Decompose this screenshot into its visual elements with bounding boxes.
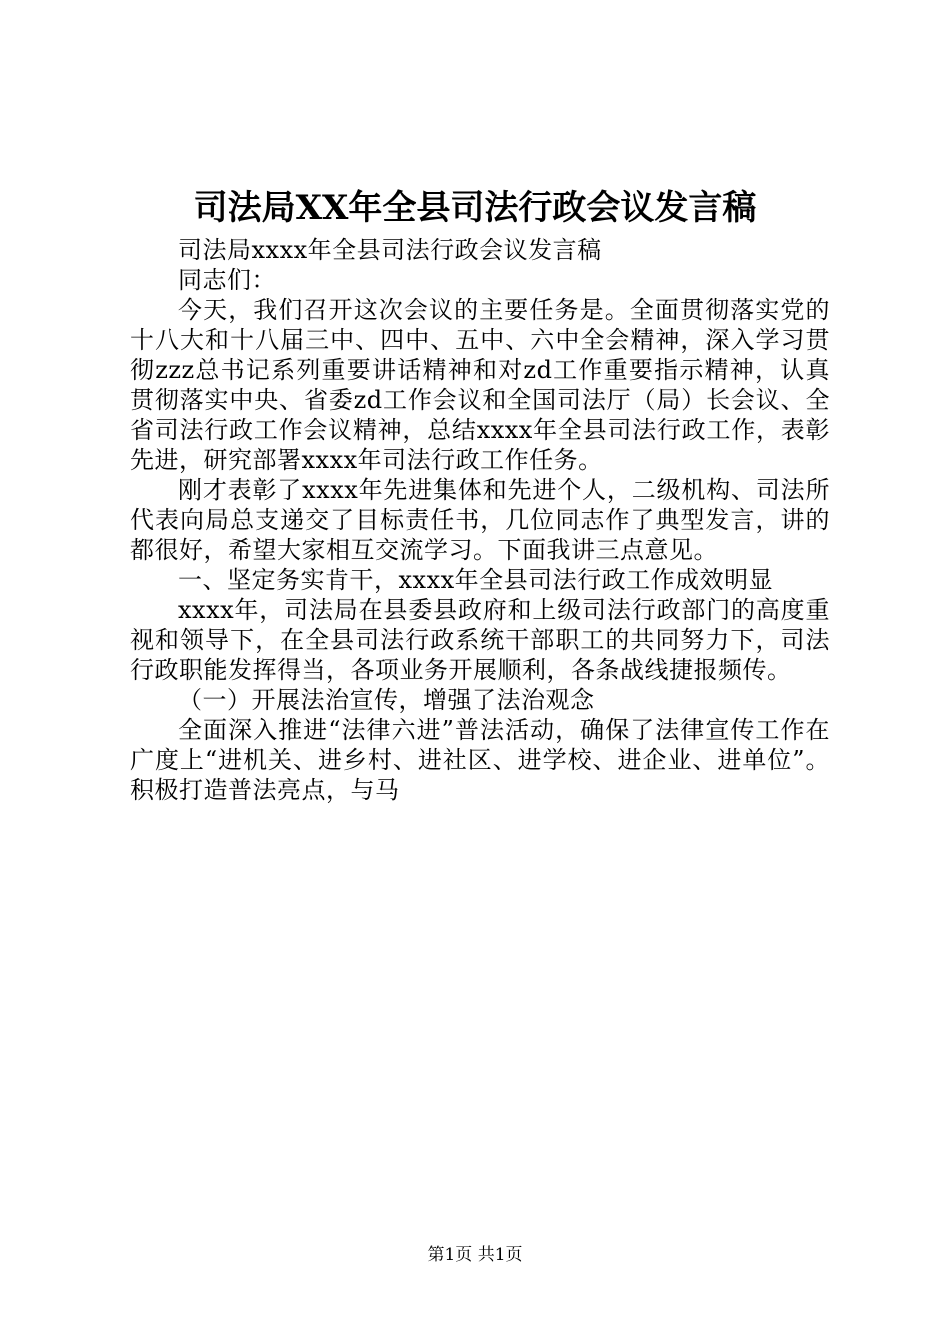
document-body xyxy=(130,235,830,805)
body-paragraph: 全面深入推进“法律六进”普法活动，确保了法律宣传工作在广度上“进机关、进乡村、进社区、进学校、进企业、进单位”。积极打造普法亮点，与马 xyxy=(130,716,830,804)
subsection-heading: （一）开展法治宣传，增强了法治观念 xyxy=(178,686,595,714)
salutation-paragraph: 同志们： xyxy=(178,266,276,294)
body-paragraph: 刚才表彰了xxxx年先进集体和先进个人，二级机构、司法所代表向局总支递交了目标责任书，几位同志作了典型发言，讲的都很好，希望大家相互交流学习。下面我讲三点意见。 xyxy=(130,476,830,564)
body-paragraph: xxxx年，司法局在县委县政府和上级司法行政部门的高度重视和领导下，在全县司法行政系统干部职工的共同努力下，司法行政职能发挥得当，各项业务开展顺利，各条战线捷报频传。 xyxy=(130,596,830,684)
page-footer: 第1页 共1页 xyxy=(427,1245,523,1265)
document-title: 司法局XX年全县司法行政会议发言稿 xyxy=(193,188,757,228)
body-paragraph: 今天，我们召开这次会议的主要任务是。全面贯彻落实党的十八大和十八届三中、四中、五中、六中全会精神，深入学习贯彻zzz总书记系列重要讲话精神和对zd工作重要指示精神，认真贯彻落实中央、省委zd工作会议和全国司法厅（局）长会议、全省司法行政工作会议精神，总结xxxx年全县司法行政工作，表彰先进，研究部署xxxx年司法行政工作任务。 xyxy=(130,296,830,474)
subtitle-paragraph: 司法局xxxx年全县司法行政会议发言稿 xyxy=(178,236,602,264)
section-heading: 一、坚定务实肯干，xxxx年全县司法行政工作成效明显 xyxy=(178,566,774,594)
